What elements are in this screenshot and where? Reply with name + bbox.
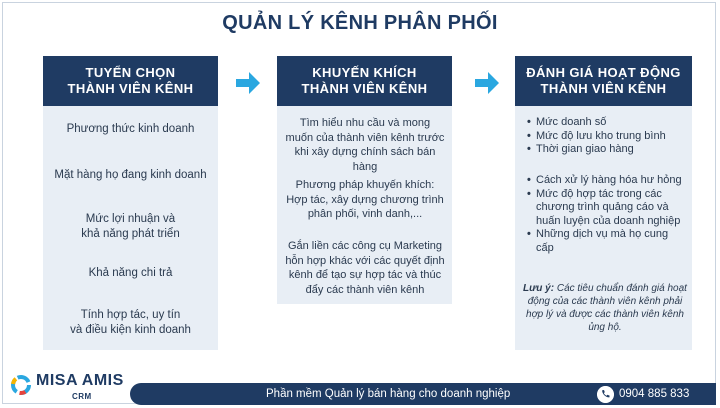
criteria-list bbox=[527, 116, 687, 157]
note bbox=[523, 282, 687, 334]
column-header-line: TUYỂN CHỌN bbox=[85, 65, 176, 80]
arrow-right-icon bbox=[236, 72, 260, 94]
arrow-right-icon bbox=[475, 72, 499, 94]
page-title: QUẢN LÝ KÊNH PHÂN PHỐI bbox=[222, 12, 498, 34]
footer-tagline: Phần mềm Quản lý bán hàng cho doanh nghiệp bbox=[266, 388, 511, 400]
logo-subtext: CRM bbox=[72, 392, 92, 401]
list-item: • Những dịch vụ mà họ cung cấp bbox=[527, 228, 687, 255]
column-header-motivation bbox=[277, 56, 452, 106]
misa-logo-icon bbox=[10, 374, 32, 396]
column-header-line: THÀNH VIÊN KÊNH bbox=[301, 81, 428, 96]
column-header-line: KHUYẾN KHÍCH bbox=[312, 65, 417, 80]
list-item: Mức lợi nhuận và bbox=[85, 213, 176, 225]
footer-phone: 0904 885 833 bbox=[619, 388, 690, 400]
criteria-list bbox=[527, 174, 687, 255]
paragraph: Gắn liền các công cụ Marketing hỗn hợp khác với các quyết định kênh để tạo sự hợp tác và thúc đẩy các thành viên kênh bbox=[285, 240, 445, 296]
column-body-selection bbox=[43, 106, 218, 350]
note-label: Lưu ý: bbox=[523, 283, 555, 294]
phone-icon bbox=[597, 386, 614, 403]
list-item: • Thời gian giao hàng bbox=[527, 143, 687, 157]
logo-text: MISA AMIS bbox=[36, 372, 124, 389]
list-item: Tính hợp tác, uy tín bbox=[80, 309, 181, 321]
paragraph: Phương pháp khuyến khích: Hợp tác, xây dựng chương trình phân phối, vinh danh,... bbox=[286, 179, 444, 220]
column-header-selection bbox=[43, 56, 218, 106]
list-item: • Mức độ hợp tác trong các chương trình quảng cáo và huấn luyện của doanh nghiệp bbox=[527, 188, 687, 229]
column-body-evaluation bbox=[515, 106, 692, 350]
list-item: Khả năng chi trả bbox=[88, 267, 173, 279]
list-item: khả năng phát triển bbox=[81, 228, 180, 240]
column-header-line: THÀNH VIÊN KÊNH bbox=[540, 81, 667, 96]
column-header-evaluation bbox=[515, 56, 692, 106]
list-item: • Mức doanh số bbox=[527, 116, 687, 130]
list-item: Phương thức kinh doanh bbox=[66, 123, 195, 135]
logo bbox=[10, 371, 130, 403]
note-text: Các tiêu chuẩn đánh giá hoạt động của các thành viên kênh phải hợp lý và được các thành viên kênh ủng hộ. bbox=[526, 283, 687, 333]
list-item: • Cách xử lý hàng hóa hư hỏng bbox=[527, 174, 687, 188]
list-item: và điều kiện kinh doanh bbox=[70, 324, 191, 336]
paragraph: Tìm hiểu nhu cầu và mong muốn của thành viên kênh trước khi xây dựng chính sách bán hàng bbox=[285, 117, 445, 173]
column-header-line: ĐÁNH GIÁ HOẠT ĐỘNG bbox=[526, 65, 681, 80]
list-item: Mặt hàng họ đang kinh doanh bbox=[54, 169, 207, 181]
list-item: • Mức độ lưu kho trung bình bbox=[527, 130, 687, 144]
column-body-motivation bbox=[277, 106, 452, 304]
column-header-line: THÀNH VIÊN KÊNH bbox=[67, 81, 194, 96]
